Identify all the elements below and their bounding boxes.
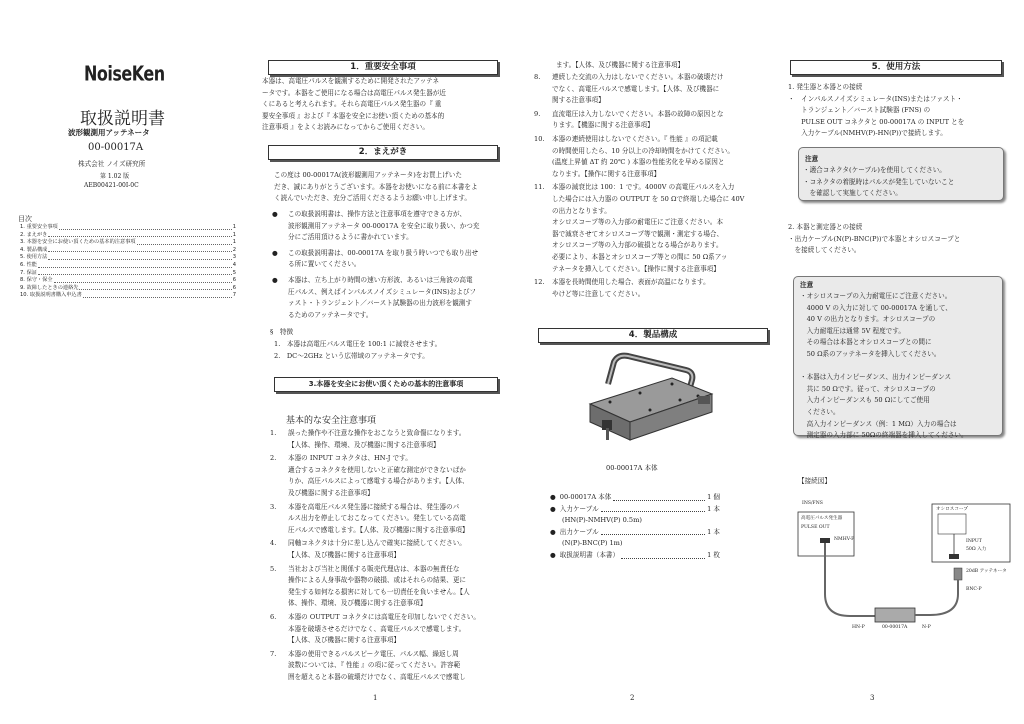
numbered-item (270, 564, 525, 610)
item-line: オシロスコープ等の入力部の破損となる場合があります。 (552, 241, 723, 250)
item-line: 本器の INPUT コネクタは、HN-J です。 (288, 454, 412, 463)
item-line: 本器を高電圧パルス発生器に接続する場合は、発生器のパ (288, 502, 460, 511)
item-line: 本器を長時間使用した場合、表面が高温になります。 (552, 278, 710, 287)
numbered-item (534, 182, 789, 275)
diagram-scope-port2: 50Ω 入力 (966, 547, 987, 552)
item-line: 器で減衰させてオシロスコープ等で観測・測定する場合、 (552, 229, 724, 238)
item-line: の時間使用したら、10 分以上の冷却時間をかけてください。 (552, 146, 734, 155)
toc-leader (59, 224, 232, 230)
toc-label: 2. まえがき (20, 231, 48, 238)
toc-row (20, 239, 236, 247)
item-number: 5. (270, 564, 277, 573)
section-1-body (262, 76, 517, 134)
item-line: 必要により、本器とオシロスコープ等との間に 50 Ω系アッ (552, 252, 728, 261)
section-2-intro (274, 170, 524, 205)
item-line: 本器の減衰比は 100：1 です。4000V の高電圧パルスを入力 (552, 183, 735, 192)
caution-2-line: その場合は本器とオシロスコープとの間に (800, 338, 932, 347)
item-line: 【人体、及び機器に関する注意事項】 (288, 636, 401, 645)
diagram-conn-bnc: BNC-P (966, 587, 982, 592)
caution-2-line: ください。 (800, 407, 840, 416)
item-number: 1. (270, 429, 277, 437)
toc-page: 3 (232, 254, 236, 261)
section-5-heading: 5．使用方法 (790, 60, 1002, 75)
numbered-item (534, 109, 789, 132)
toc-page: 5 (232, 269, 236, 276)
caution-1-line: ・コネクタの着脱時はパルスが発生していないこと (803, 177, 955, 186)
numbered-item (270, 649, 525, 684)
toc-leader (48, 247, 231, 253)
item-number: 9. (534, 109, 541, 118)
item-line: 直流電圧は入力しないでください。本器の故障の原因とな (552, 109, 724, 118)
toc-label: 9. 故障したときの連絡先 (20, 284, 79, 291)
usage-step-1 (788, 82, 1008, 140)
caution-2-line: 共に 50 Ωです。従って、オシロスコープの (800, 384, 936, 393)
item-line: 発生する如何なる損害に対しても一切責任を負いません。【人 (288, 587, 470, 596)
diagram-scope-port1: INPUT (966, 539, 982, 544)
toc-page: 1 (232, 231, 236, 238)
product-name: 取扱説明書（本書） (559, 550, 620, 559)
product-sub: (HN(P)-NMHV(P) 0.5m) (562, 516, 642, 525)
diagram-scope-name: オシロスコープ (936, 507, 968, 512)
page-number-1: 1 (373, 694, 378, 702)
page-number-2: 2 (630, 694, 635, 702)
item-line: 適合するコネクタを使用しないと正確な測定ができないばか (288, 465, 466, 474)
bullet-line: ● この取扱説明書は、操作方法と注意事項を遵守できる方が、 (288, 209, 524, 221)
toc-title: 目次 (18, 215, 32, 223)
item-line: の出力となります。 (552, 206, 611, 215)
toc-label: 1. 重要安全事項 (20, 224, 58, 230)
product-row (550, 504, 720, 516)
product-row (550, 527, 720, 539)
product-leader (621, 550, 705, 559)
toc-leader (38, 262, 232, 268)
toc-leader (137, 239, 232, 245)
bullet-line: るためのアッテネータです。 (288, 310, 373, 319)
diagram-gen-port: PULSE OUT (801, 525, 830, 530)
section-1-line: 注意事項 』をよくお読みになってからご使用ください。 (262, 123, 429, 132)
diagram-conn-np: N-P (922, 625, 931, 630)
safety-items (270, 428, 525, 685)
product-qty: 1 個 (707, 493, 720, 501)
edition-label: 第 1.02 版 (100, 173, 130, 180)
toc-leader (48, 254, 231, 260)
continued-line: ます。【人体、及び機器に関する注意事項】 (556, 61, 685, 69)
section-3-heading: 3.本器を安全にお使い頂くための基本的注意事項 (274, 377, 498, 392)
section-1-line: ータです。本器をご使用になる場合は高電圧パルス発生器が近 (262, 88, 446, 97)
bullet-item (288, 248, 524, 271)
diagram-gen-conn: NMHV-P (834, 537, 855, 542)
bullet-line: ァスト・トランジェント／バースト試験器の出力波形を観測す (288, 299, 472, 308)
feature-item: 2. DC～2GHz という広帯域のアッテネータです。 (274, 351, 429, 360)
item-number: 8. (534, 73, 541, 81)
basic-safety-title: 基本的な安全注意事項 (286, 416, 377, 426)
item-line: 【人体、操作、環境、及び機器に関する注意事項】 (288, 440, 440, 449)
toc-label: 8. 保守・保全 (20, 277, 53, 284)
item-line: 本器を破壊させるだけでなく、高電圧パルスで感電します。 (288, 624, 466, 633)
numbered-item (534, 277, 789, 300)
item-line: なります。【操作に関する注意事項】 (552, 169, 661, 178)
section-2-intro-line: だき、誠にありがとうございます。本器をお使いになる前に本書をよ (274, 182, 478, 191)
caution-2-line: ・オシロスコープの入力耐電圧にご注意ください。 (800, 292, 952, 300)
diagram-conn-att: 00-00017A (882, 625, 908, 630)
step-2-line: を接続してください。 (788, 246, 861, 255)
product-name: 00-00017A 本体 (559, 493, 612, 501)
caution-text-1 (803, 165, 954, 200)
page-number-3: 3 (870, 694, 875, 702)
product-row (550, 492, 720, 504)
step-1-line: ・ インパルスノイズシミュレータ(INS)またはファスト・ (788, 94, 963, 103)
product-image (580, 348, 720, 458)
caution-2-line: 入力インピーダンスも 50 Ωにしてご使用 (800, 396, 930, 405)
item-line: 操作による人身事故や器物の破損、或はそれらの結果、更に (288, 576, 467, 585)
caution-2-line: 4000 V の入力に対して 00-00017A を通して、 (800, 303, 952, 312)
item-line: (温度上昇値 ΔT 約 20℃ ) 本器の性能劣化を早める原因と (552, 158, 725, 167)
item-line: テネータを挿入してください。【操作に関する注意事項】 (552, 264, 720, 273)
item-line: ります。【機器に関する注意事項】 (552, 121, 654, 130)
caution-2-line: 入力耐電圧は通常 5V 程度です。 (800, 326, 905, 335)
step-1-line: トランジェント／バースト試験器 (FNS) の (788, 106, 931, 115)
document-title: 取扱説明書 (80, 109, 165, 129)
item-line: 体、操作、環境、及び機器に関する注意事項】 (288, 599, 427, 608)
toc-label: 5. 使用方法 (20, 254, 48, 261)
caution-box-1 (798, 147, 1004, 201)
product-list (550, 492, 720, 562)
connection-diagram (790, 494, 1020, 644)
model-number: 00-00017A (88, 142, 144, 153)
item-line: 本器の連続使用はしないでください。『 性能 』の項記載 (552, 134, 718, 143)
caution-text-2 (800, 291, 968, 442)
caution-title-2: 注意 (800, 281, 814, 289)
caution-title-1: 注意 (805, 155, 819, 163)
item-line: 同軸コネクタは十分に差し込んで確実に接続してください。 (288, 539, 466, 548)
toc-page: 6 (232, 277, 236, 284)
feature-item: 1. 本器は高電圧パルス電圧を 100:1 に減衰させます。 (274, 340, 442, 348)
step-2-line: 2. 本器と測定器との接続 (788, 223, 863, 231)
numbered-item (534, 134, 789, 180)
item-line: 関する注意事項】 (552, 96, 605, 105)
features-heading: § 特徴 (270, 328, 294, 336)
numbered-item (534, 72, 789, 107)
numbered-item (270, 538, 525, 561)
section-1-line: 要安全事項 』および『 本器を安全にお使い頂くための基本的 (262, 111, 445, 120)
toc-row (20, 292, 236, 300)
toc-row (20, 262, 236, 270)
item-line: 囲を超えると本器の破壊だけでなく、高電圧パルスで感電し (288, 672, 466, 681)
toc-label: 4. 製品構成 (20, 246, 48, 253)
item-number: 10. (534, 134, 545, 143)
product-leader (601, 527, 705, 536)
numbered-item (270, 453, 525, 499)
bullet-item (288, 209, 524, 244)
section-1-line: 本器は、高電圧パルスを観測するために開発されたアッテネ (262, 77, 440, 85)
bullet-item (288, 275, 524, 321)
diagram-att-label: 20dB アッテネータ (966, 569, 1007, 574)
item-line: 圧パルスで感電します。【人体、及び機器に関する注意事項】 (288, 525, 469, 534)
bullet-icon: ● (550, 504, 556, 513)
section-2-heading: 2．まえがき (268, 145, 498, 160)
numbered-item (270, 428, 525, 451)
toc-page: 1 (232, 224, 236, 230)
bullet-line: ● この取扱説明書は、00-00017A を取り扱う時いつでも取り出せ (288, 248, 524, 260)
item-line: でなく、高電圧パルスで感電します。【人体、及び機器に (552, 84, 720, 93)
item-line: ルス出力を停止しておこなってください。発生している高電 (288, 514, 466, 523)
product-leader (601, 504, 705, 513)
toc-page: 4 (232, 261, 236, 268)
product-qty: 1 本 (707, 527, 720, 536)
caution-2-line: 測定器の入力部に 50Ωの終端器を挿入してください。 (800, 431, 968, 440)
bullet-line: 波形観測用アッテネータ 00-00017A を安全に取り扱い、かつ充 (288, 221, 480, 230)
toc-label: 7. 保証 (20, 269, 37, 276)
section-1-heading: 1．重要安全事項 (268, 60, 498, 75)
product-sub: (N(P)-BNC(P) 1m) (562, 539, 623, 548)
toc-leader (83, 292, 232, 298)
diagram-gen-top: INS/FNS (802, 501, 823, 506)
toc-page: 7 (232, 292, 236, 299)
bullet-line: ● 本器は、立ち上がり時間の速い方形波、あるいは三角波の高電 (288, 275, 524, 287)
item-line: 波数については、『 性能 』の項に従ってください。許容範 (288, 661, 461, 670)
item-line: 誤った操作や不注意な操作をおこなうと致命傷になります。 (288, 429, 466, 437)
item-number: 4. (270, 539, 277, 548)
section-2-intro-line: この度は 00-00017A(波形観測用アッテネータ)をお買上げいた (274, 171, 462, 179)
item-line: やけど等に注意してください。 (552, 289, 645, 298)
item-number: 7. (270, 649, 277, 658)
caution-2-line: 高入力インピーダンス（例：1 MΩ）入力の場合は (800, 419, 957, 428)
item-number: 6. (270, 612, 277, 621)
item-line: 及び機器に関する注意事項】 (288, 488, 374, 497)
section-4-heading: 4．製品構成 (538, 328, 768, 343)
section-1-line: くにあると考えられます。それら高電圧パルス発生器の『 重 (262, 100, 442, 109)
toc-label: 10. 取扱説明書購入申込書 (20, 292, 82, 299)
toc-page: 6 (232, 284, 236, 291)
bullet-icon: ● (550, 550, 556, 559)
product-qty: 1 枚 (707, 550, 720, 559)
caution-2-line (800, 361, 968, 373)
product-leader (613, 492, 705, 501)
caution-2-line: 40 V の出力となります。オシロスコープの (800, 315, 936, 324)
item-line: 本器の OUTPUT コネクタには高電圧を印加しないでください。 (288, 612, 480, 621)
safety-items-continued (534, 72, 789, 302)
product-image-caption: 00-00017A 本体 (606, 464, 658, 472)
toc-row (20, 254, 236, 262)
product-qty: 1 本 (707, 504, 720, 513)
bullet-icon: ● (550, 527, 556, 536)
section-2-intro-line: く読んでいただき、充分ご活用くださるようお願い申し上げます。 (274, 194, 472, 203)
toc-page: 1 (232, 239, 236, 246)
item-line: 連続した交流の入力はしないでください。本器の破壊だけ (552, 73, 724, 81)
toc-leader (38, 270, 232, 276)
step-1-line: PULSE OUT コネクタと 00-00017A の INPUT とを (788, 117, 965, 126)
connection-diagram-title: 【接続図】 (798, 477, 831, 485)
table-of-contents (20, 224, 236, 300)
document-number: AEB00421-00I-0C (84, 182, 139, 189)
step-2-line: ・出力ケーブル(N(P)-BNC(P))で本器とオシロスコープと (788, 234, 961, 243)
caution-2-line: ・本器は入力インピーダンス、出力インピーダンス (800, 373, 952, 382)
product-name: 出力ケーブル (559, 527, 599, 536)
toc-label: 6. 性能 (20, 261, 37, 268)
bullet-line: 圧パルス、例えばインパルスノイズシミュレータ(INS)およびフ (288, 287, 477, 296)
item-number: 3. (270, 502, 277, 511)
caution-2-line: 50 Ω系のアッテネータを挿入してください。 (800, 349, 941, 358)
product-name: 入力ケーブル (559, 504, 599, 513)
bullet-icon: ● (550, 493, 556, 501)
numbered-item (270, 612, 525, 647)
company-name: 株式会社 ノイズ研究所 (78, 160, 146, 168)
step-1-line: 入力ケーブル(NMHV(P)-HN(P))で接続します。 (788, 129, 947, 138)
toc-leader (48, 232, 231, 238)
toc-label: 3. 本器を安全にお使い頂くための基本的注意事項 (20, 239, 136, 246)
item-line: 本器の使用できるパルスピーク電圧、パルス幅、繰返し周 (288, 649, 459, 658)
item-line: した場合には入力器の OUTPUT を 50 Ωで終端した場合に 40V (552, 194, 745, 203)
usage-step-2 (788, 222, 1008, 257)
product-subtitle: 波形観測用アッテネータ (68, 128, 150, 137)
caution-box-2 (793, 276, 1003, 440)
item-number: 12. (534, 278, 545, 287)
item-line: りか、高圧パルスによって感電する場合があります。【人体、 (288, 477, 469, 486)
bullet-line: 分にご活用頂けるように書かれています。 (288, 233, 413, 242)
item-number: 11. (534, 183, 545, 192)
features-list (274, 339, 524, 362)
diagram-conn-hn: HN-P (852, 625, 865, 630)
product-row (550, 550, 720, 562)
brand-logo: NoiseKen (84, 61, 165, 86)
caution-1-line: ・適合コネクタ(ケーブル)を使用してください。 (803, 166, 946, 174)
caution-1-line: を確認して実施してください。 (803, 189, 902, 198)
numbered-item (270, 502, 525, 537)
bullet-line: る所に置いてください。 (288, 260, 361, 269)
item-number: 2. (270, 454, 277, 463)
item-line: オシロスコープ等の入力部の耐電圧にご注意ください。本 (552, 218, 724, 227)
toc-page: 2 (232, 246, 236, 253)
toc-row (20, 224, 236, 232)
toc-row (20, 277, 236, 285)
item-line: 【人体、及び機器に関する注意事項】 (288, 550, 401, 559)
toc-leader (54, 277, 232, 283)
toc-row (20, 247, 236, 255)
toc-leader (79, 285, 231, 291)
step-1-line: 1. 発生器と本器との接続 (788, 83, 863, 91)
diagram-gen-name: 高電圧パルス発生器 (801, 516, 843, 521)
section-2-bullets (288, 209, 524, 325)
item-line: 当社および当社と関係する販売代理店は、本器の無責任な (288, 564, 460, 573)
